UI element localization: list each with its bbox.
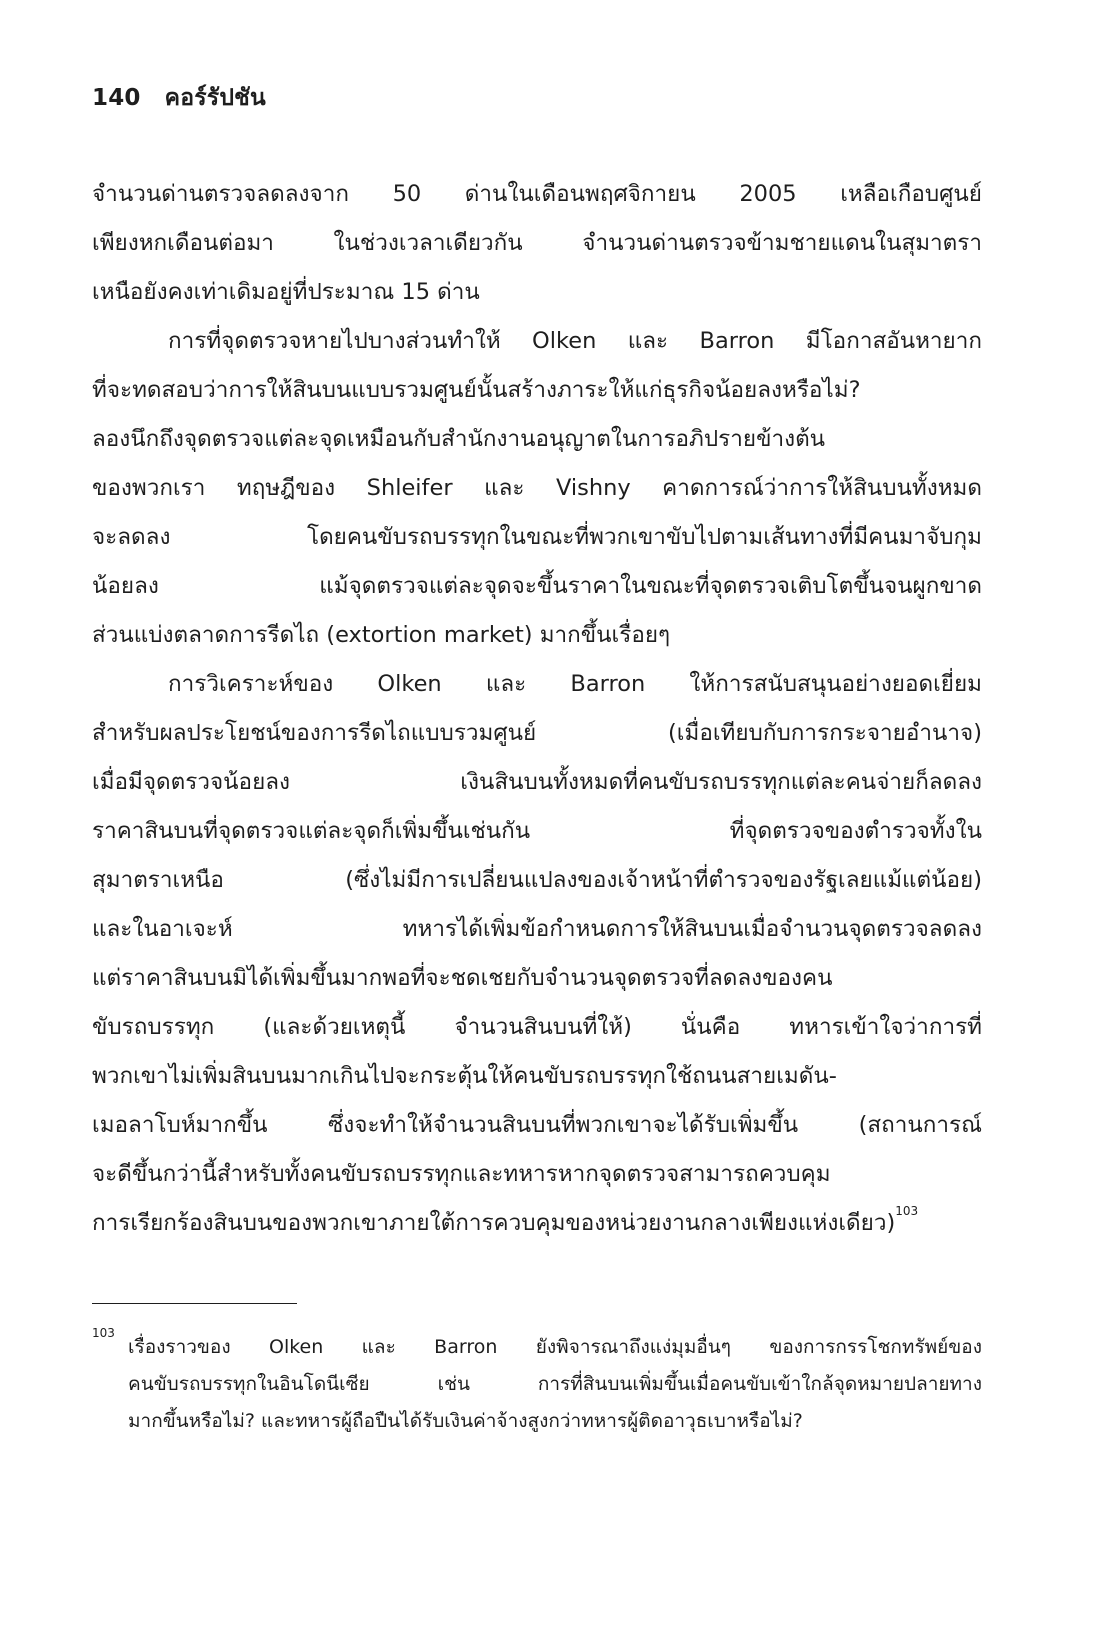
paragraph-2	[92, 317, 982, 660]
text-line: ราคาสินบนที่จุดตรวจแต่ละจุดก็เพิ่มขึ้นเช่นกัน ที่จุดตรวจของตำรวจทั้งใน	[92, 818, 982, 844]
text-line: การที่จุดตรวจหายไปบางส่วนทำให้ Olken และ Barron มีโอกาสอันหายาก	[168, 328, 982, 354]
footnote	[92, 1326, 982, 1440]
footnote-line: คนขับรถบรรทุกในอินโดนีเซีย เช่น การที่สินบนเพิ่มขึ้นเมื่อคนขับเข้าใกล้จุดหมายปลายทาง	[128, 1373, 982, 1395]
text-line: ขับรถบรรทุก (และด้วยเหตุนี้ จำนวนสินบนที่ให้) นั่นคือ ทหารเข้าใจว่าการที่	[92, 1014, 982, 1040]
text-line: ที่จะทดสอบว่าการให้สินบนแบบรวมศูนย์นั้นสร้างภาระให้แก่ธุรกิจน้อยลงหรือไม่?	[92, 377, 861, 403]
text-line: จำนวนด่านตรวจลดลงจาก 50 ด่านในเดือนพฤศจิกายน 2005 เหลือเกือบศูนย์	[92, 181, 982, 207]
text-line: ลองนึกถึงจุดตรวจแต่ละจุดเหมือนกับสำนักงานอนุญาตในการอภิปรายข้างต้น	[92, 426, 826, 452]
text-line: น้อยลง แม้จุดตรวจแต่ละจุดจะขึ้นราคาในขณะที่จุดตรวจเติบโตขึ้นจนผูกขาด	[92, 573, 982, 599]
paragraph-1	[92, 170, 982, 317]
text-line: การเรียกร้องสินบนของพวกเขาภายใต้การควบคุมของหน่วยงานกลางเพียงแห่งเดียว)	[92, 1210, 896, 1236]
text-line: เหนือยังคงเท่าเดิมอยู่ที่ประมาณ 15 ด่าน	[92, 279, 480, 305]
footnote-divider	[92, 1303, 297, 1304]
footnote-line: มากขึ้นหรือไม่? และทหารผู้ถือปืนได้รับเงินค่าจ้างสูงกว่าทหารผู้ติดอาวุธเบาหรือไม่?	[128, 1410, 803, 1432]
text-line: เมื่อมีจุดตรวจน้อยลง เงินสินบนทั้งหมดที่คนขับรถบรรทุกแต่ละคนจ่ายก็ลดลง	[92, 769, 982, 795]
body-text	[92, 170, 982, 1248]
text-line: สำหรับผลประโยชน์ของการรีดไถแบบรวมศูนย์ (เมื่อเทียบกับการกระจายอำนาจ)	[92, 720, 982, 746]
text-line: จะลดลง โดยคนขับรถบรรทุกในขณะที่พวกเขาขับไปตามเส้นทางที่มีคนมาจับกุม	[92, 524, 982, 550]
text-line: ของพวกเรา ทฤษฎีของ Shleifer และ Vishny คาดการณ์ว่าการให้สินบนทั้งหมด	[92, 475, 982, 501]
page-number: 140	[92, 85, 141, 111]
footnote-reference[interactable]: 103	[895, 1204, 919, 1218]
book-title: คอร์รัปชัน	[164, 85, 266, 111]
text-line: ส่วนแบ่งตลาดการรีดไถ (extortion market) มากขึ้นเรื่อยๆ	[92, 622, 671, 648]
text-line: จะดีขึ้นกว่านี้สำหรับทั้งคนขับรถบรรทุกและทหารหากจุดตรวจสามารถควบคุม	[92, 1161, 831, 1187]
text-line-with-ref	[92, 1199, 982, 1248]
text-line: และในอาเจะห์ ทหารได้เพิ่มข้อกำหนดการให้สินบนเมื่อจำนวนจุดตรวจลดลง	[92, 916, 982, 942]
text-line: เพียงหกเดือนต่อมา ในช่วงเวลาเดียวกัน จำนวนด่านตรวจข้ามชายแดนในสุมาตรา	[92, 230, 982, 256]
text-line: เมอลาโบห์มากขึ้น ซึ่งจะทำให้จำนวนสินบนที่พวกเขาจะได้รับเพิ่มขึ้น (สถานการณ์	[92, 1112, 982, 1138]
text-line: แต่ราคาสินบนมิได้เพิ่มขึ้นมากพอที่จะชดเชยกับจำนวนจุดตรวจที่ลดลงของคน	[92, 965, 833, 991]
paragraph-3	[92, 660, 982, 1248]
text-line: พวกเขาไม่เพิ่มสินบนมากเกินไปจะกระตุ้นให้คนขับรถบรรทุกใช้ถนนสายเมดัน-	[92, 1063, 837, 1089]
footnote-line: เรื่องราวของ Olken และ Barron ยังพิจารณาถึงแง่มุมอื่นๆ ของการกรรโชกทรัพย์ของ	[128, 1336, 982, 1358]
text-line: สุมาตราเหนือ (ซึ่งไม่มีการเปลี่ยนแปลงของเจ้าหน้าที่ตำรวจของรัฐเลยแม้แต่น้อย)	[92, 867, 982, 893]
running-header	[92, 80, 266, 116]
text-line: การวิเคราะห์ของ Olken และ Barron ให้การสนับสนุนอย่างยอดเยี่ยม	[168, 671, 982, 697]
footnote-number: 103	[92, 1326, 115, 1340]
